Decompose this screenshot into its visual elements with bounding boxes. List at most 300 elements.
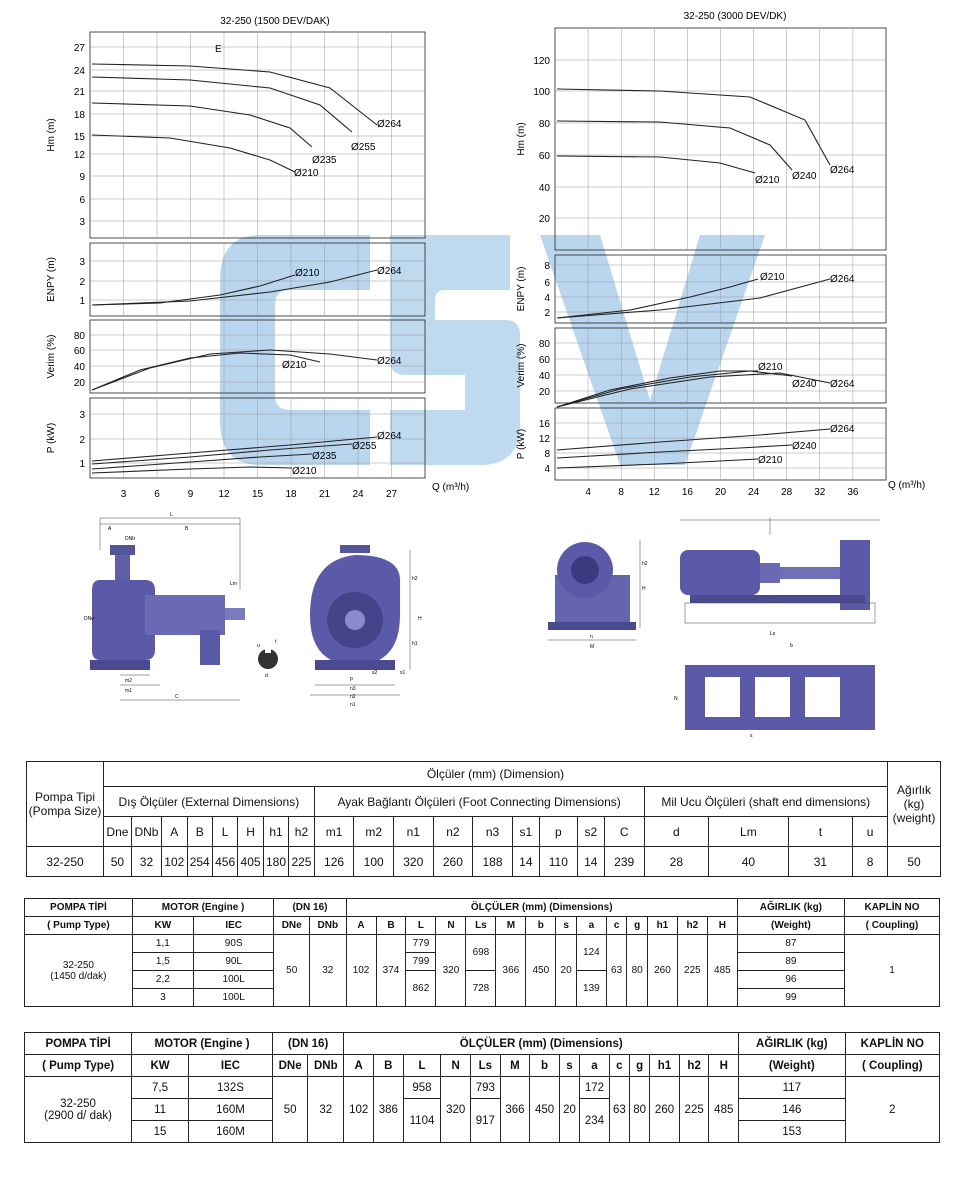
axis-label: P (kW) xyxy=(46,422,57,454)
x-tick-label: 20 xyxy=(714,487,727,498)
performance-curve xyxy=(92,350,377,390)
dnb-cell: 32 xyxy=(310,935,347,1007)
b-cell: 450 xyxy=(526,935,556,1007)
coupling-header: KAPLİN NO xyxy=(844,899,939,917)
curve-label: Ø240 xyxy=(792,441,817,452)
curve-label: Ø235 xyxy=(312,451,337,462)
curve-label: Ø210 xyxy=(758,362,783,373)
s-cell: 20 xyxy=(559,1077,579,1143)
col-s2: s2 xyxy=(577,817,604,847)
x-tick-label: 27 xyxy=(385,489,398,500)
pump-type-cell xyxy=(25,1077,132,1143)
svg-text:s2: s2 xyxy=(372,670,378,676)
dnb-cell: 32 xyxy=(308,1077,344,1143)
x-tick-label: 9 xyxy=(187,489,194,500)
y-tick-label: 16 xyxy=(538,419,550,430)
y-tick-label: 21 xyxy=(73,87,85,98)
axis-label: ENPY (m) xyxy=(516,266,527,312)
n-cell: 320 xyxy=(436,935,466,1007)
pump-type-value: 32-250 xyxy=(62,959,94,971)
curve-label: Ø210 xyxy=(294,168,319,179)
y-tick-label: 15 xyxy=(73,132,85,143)
col-b: b xyxy=(526,917,556,935)
cell: 126 xyxy=(314,847,354,877)
svg-text:m2: m2 xyxy=(125,678,132,684)
col-dnb: DNb xyxy=(131,817,161,847)
x-tick-label: 4 xyxy=(585,487,591,498)
svg-text:Ls: Ls xyxy=(770,631,776,637)
kw-cell: 1,5 xyxy=(132,953,193,971)
svg-text:N: N xyxy=(674,696,678,702)
performance-curve xyxy=(92,135,295,172)
motor-table-2900 xyxy=(24,1032,940,1143)
pump-side-view-drawing xyxy=(80,510,290,710)
cell: 32 xyxy=(131,847,161,877)
col-h: H xyxy=(238,817,263,847)
dne-cell: 50 xyxy=(272,1077,307,1143)
dimensions-table xyxy=(26,761,941,877)
svg-text:h1: h1 xyxy=(412,641,418,647)
chart-marker: E xyxy=(215,44,222,55)
pump-type-en-header: ( Pump Type) xyxy=(25,917,133,935)
svg-text:s1: s1 xyxy=(400,670,406,676)
dimensions-header: ÖLÇÜLER (mm) (Dimensions) xyxy=(344,1033,739,1055)
weight-header xyxy=(888,762,941,847)
y-tick-label: 12 xyxy=(73,150,85,161)
cell: 110 xyxy=(539,847,577,877)
col-a: a xyxy=(580,1055,610,1077)
x-tick-label: 15 xyxy=(251,489,264,500)
svg-text:DNe: DNe xyxy=(84,616,95,622)
col-a: A xyxy=(344,1055,374,1077)
y-tick-label: 120 xyxy=(533,56,550,67)
cell: 50 xyxy=(888,847,941,877)
curve-label: Ø210 xyxy=(282,360,307,371)
coupling-cell: 1 xyxy=(844,935,939,1007)
axis-label: ENPY (m) xyxy=(46,257,57,302)
h2-cell: 225 xyxy=(679,1077,709,1143)
cell: 28 xyxy=(644,847,709,877)
col-ls: Ls xyxy=(471,1055,501,1077)
svg-text:n: n xyxy=(590,634,593,640)
performance-chart-3000 xyxy=(510,5,950,500)
svg-text:h2: h2 xyxy=(642,561,648,567)
kw-cell: 11 xyxy=(132,1099,189,1121)
col-ls: Ls xyxy=(466,917,496,935)
curve-label: Ø235 xyxy=(312,155,337,166)
svg-text:L: L xyxy=(170,512,173,518)
axis-label: Verim (%) xyxy=(46,334,57,379)
y-tick-label: 3 xyxy=(79,217,85,228)
ls-cell: 728 xyxy=(466,971,496,1007)
coupling-en-header: ( Coupling) xyxy=(844,917,939,935)
col-s1: s1 xyxy=(512,817,539,847)
y-tick-label: 60 xyxy=(73,346,85,357)
col-h2: h2 xyxy=(289,817,315,847)
col-u: u xyxy=(853,817,888,847)
performance-chart-1500 xyxy=(40,10,480,500)
l-cell: 958 xyxy=(403,1077,441,1099)
col-b: B xyxy=(376,917,406,935)
svg-text:h2: h2 xyxy=(412,576,418,582)
weight-en-label: (weight) xyxy=(892,811,936,825)
axis-label: Hm (m) xyxy=(46,118,57,152)
y-tick-label: 1 xyxy=(79,459,85,470)
curve-label: Ø210 xyxy=(755,175,780,186)
a-cell: 124 xyxy=(576,935,606,971)
y-tick-label: 18 xyxy=(73,110,85,121)
cell: 40 xyxy=(709,847,789,877)
y-tick-label: 6 xyxy=(79,195,85,206)
col-n: N xyxy=(441,1055,471,1077)
curve-label: Ø210 xyxy=(292,466,317,477)
kw-cell: 1,1 xyxy=(132,935,193,953)
weight-cell: 89 xyxy=(737,953,844,971)
performance-curve xyxy=(92,353,320,390)
weight-en-header: (Weight) xyxy=(739,1055,845,1077)
col-h1: h1 xyxy=(647,917,677,935)
svg-text:H: H xyxy=(418,616,422,622)
col-s: s xyxy=(559,1055,579,1077)
y-tick-label: 80 xyxy=(538,119,550,130)
col-b: B xyxy=(187,817,212,847)
col-l: L xyxy=(406,917,436,935)
c-cell: 63 xyxy=(606,935,627,1007)
m-cell: 366 xyxy=(500,1077,530,1143)
weight-en-header: (Weight) xyxy=(737,917,844,935)
col-kw: KW xyxy=(132,1055,189,1077)
iec-cell: 160M xyxy=(188,1099,272,1121)
cell: 100 xyxy=(354,847,394,877)
l-cell: 799 xyxy=(406,953,436,971)
g-cell: 80 xyxy=(627,935,648,1007)
s-cell: 20 xyxy=(556,935,577,1007)
iec-cell: 100L xyxy=(193,989,273,1007)
svg-text:s: s xyxy=(750,733,753,739)
coupling-en-header: ( Coupling) xyxy=(845,1055,939,1077)
curve-label: Ø210 xyxy=(760,272,785,283)
a-cell: 102 xyxy=(344,1077,374,1143)
shaft-end-drawing xyxy=(255,635,285,680)
motor-table-1450 xyxy=(24,898,940,1007)
col-c: c xyxy=(606,917,627,935)
b-cell: 374 xyxy=(376,935,406,1007)
y-tick-label: 80 xyxy=(73,331,85,342)
y-tick-label: 20 xyxy=(73,378,85,389)
col-g: g xyxy=(627,917,648,935)
col-m: M xyxy=(500,1055,530,1077)
m-cell: 366 xyxy=(496,935,526,1007)
svg-text:n3: n3 xyxy=(350,686,356,692)
x-tick-label: 18 xyxy=(285,489,297,500)
col-b: b xyxy=(530,1055,560,1077)
axis-label: Hm (m) xyxy=(516,122,527,156)
y-tick-label: 8 xyxy=(544,261,550,272)
kw-cell: 3 xyxy=(132,989,193,1007)
kw-cell: 2,2 xyxy=(132,971,193,989)
col-kw: KW xyxy=(132,917,193,935)
col-h1: h1 xyxy=(263,817,288,847)
shaft-end-dimensions-header: Mil Ucu Ölçüleri (shaft end dimensions) xyxy=(644,787,887,817)
col-p: p xyxy=(539,817,577,847)
curve-label: Ø240 xyxy=(792,171,817,182)
coupling-cell: 2 xyxy=(845,1077,939,1143)
performance-curve xyxy=(557,156,755,173)
y-tick-label: 1 xyxy=(79,296,85,307)
col-m2: m2 xyxy=(354,817,394,847)
col-s: s xyxy=(556,917,577,935)
pump-speed-value: (2900 d/ dak) xyxy=(44,1109,112,1122)
col-a: A xyxy=(162,817,187,847)
pump-size-label: (Pompa Size) xyxy=(28,804,102,818)
l-cell: 779 xyxy=(406,935,436,953)
cell: 225 xyxy=(289,847,315,877)
col-a: A xyxy=(346,917,376,935)
svg-text:m1: m1 xyxy=(125,688,132,694)
weight-label: Ağırlık (kg) xyxy=(896,783,931,811)
pump-set-side-plan-drawing xyxy=(670,515,890,740)
iec-cell: 90S xyxy=(193,935,273,953)
l-cell: 1104 xyxy=(403,1099,441,1143)
motor-header: MOTOR (Engine ) xyxy=(132,899,274,917)
y-tick-label: 40 xyxy=(538,183,550,194)
cell: 14 xyxy=(512,847,539,877)
motor-header: MOTOR (Engine ) xyxy=(132,1033,273,1055)
svg-text:t: t xyxy=(275,639,277,645)
cell: 320 xyxy=(393,847,433,877)
x-tick-label: 24 xyxy=(352,489,364,500)
performance-curve xyxy=(92,467,292,473)
pump-type-value: 32-250 xyxy=(60,1097,96,1110)
y-tick-label: 12 xyxy=(538,434,550,445)
iec-cell: 160M xyxy=(188,1121,272,1143)
svg-text:A: A xyxy=(108,526,112,532)
dimensions-header: Ölçüler (mm) (Dimension) xyxy=(104,762,888,787)
b-cell: 450 xyxy=(530,1077,560,1143)
col-h2: h2 xyxy=(677,917,707,935)
col-t: t xyxy=(788,817,853,847)
cell: 260 xyxy=(433,847,473,877)
cell: 180 xyxy=(263,847,288,877)
pump-type-header: POMPA TİPİ xyxy=(25,899,133,917)
col-lm: Lm xyxy=(709,817,789,847)
curve-label: Ø264 xyxy=(830,424,855,435)
cell: 31 xyxy=(788,847,853,877)
y-tick-label: 80 xyxy=(538,339,550,350)
curve-label: Ø210 xyxy=(758,455,783,466)
y-tick-label: 24 xyxy=(73,66,85,77)
x-tick-label: 24 xyxy=(748,487,760,498)
pump-type-header xyxy=(27,762,104,847)
performance-curve xyxy=(557,121,792,170)
svg-text:B: B xyxy=(185,526,189,532)
y-tick-label: 8 xyxy=(544,449,550,460)
y-tick-label: 60 xyxy=(538,151,550,162)
kw-cell: 7,5 xyxy=(132,1077,189,1099)
svg-text:d: d xyxy=(265,673,268,679)
x-tick-label: 28 xyxy=(781,487,793,498)
performance-curve xyxy=(557,89,830,165)
y-tick-label: 40 xyxy=(538,371,550,382)
curve-label: Ø255 xyxy=(351,142,376,153)
col-h: H xyxy=(707,917,737,935)
svg-text:n2: n2 xyxy=(350,694,356,700)
c-cell: 63 xyxy=(609,1077,629,1143)
col-a: a xyxy=(576,917,606,935)
performance-curve xyxy=(557,373,830,407)
y-tick-label: 2 xyxy=(544,308,550,319)
x-tick-label: 8 xyxy=(618,487,624,498)
cell: 32-250 xyxy=(27,847,104,877)
y-tick-label: 4 xyxy=(544,464,550,475)
foot-dimensions-header: Ayak Bağlantı Ölçüleri (Foot Connecting Dimensions) xyxy=(314,787,644,817)
x-tick-label: 3 xyxy=(120,489,127,500)
pump-type-header: POMPA TİPİ xyxy=(25,1033,132,1055)
svg-text:DNb: DNb xyxy=(125,536,136,542)
col-d: d xyxy=(644,817,709,847)
a-cell: 139 xyxy=(576,971,606,1007)
cell: 8 xyxy=(853,847,888,877)
performance-curve xyxy=(92,103,312,147)
dimensions-header: ÖLÇÜLER (mm) (Dimensions) xyxy=(346,899,737,917)
h-cell: 485 xyxy=(707,935,737,1007)
coupling-header: KAPLİN NO xyxy=(845,1033,939,1055)
col-g: g xyxy=(629,1055,649,1077)
h2-cell: 225 xyxy=(677,935,707,1007)
g-cell: 80 xyxy=(629,1077,649,1143)
col-m: M xyxy=(496,917,526,935)
col-h1: h1 xyxy=(650,1055,680,1077)
l-cell: 862 xyxy=(406,971,436,1007)
y-tick-label: 100 xyxy=(533,87,550,98)
svg-text:b: b xyxy=(790,643,793,649)
ls-cell: 793 xyxy=(471,1077,501,1099)
col-dnb: DNb xyxy=(308,1055,344,1077)
y-tick-label: 20 xyxy=(538,387,550,398)
cell: 14 xyxy=(577,847,604,877)
x-axis-label: Q (m³/h) xyxy=(888,480,926,491)
chart-title: 32-250 (3000 DEV/DK) xyxy=(683,11,787,22)
x-tick-label: 12 xyxy=(218,489,230,500)
col-n3: n3 xyxy=(473,817,513,847)
col-c: c xyxy=(609,1055,629,1077)
x-tick-label: 32 xyxy=(814,487,826,498)
col-n: N xyxy=(436,917,466,935)
b-cell: 386 xyxy=(373,1077,403,1143)
col-n2: n2 xyxy=(433,817,473,847)
curve-label: Ø264 xyxy=(830,274,855,285)
col-dnb: DNb xyxy=(310,917,347,935)
cell: 102 xyxy=(162,847,187,877)
col-dne: DNe xyxy=(272,1055,307,1077)
y-tick-label: 2 xyxy=(79,277,85,288)
x-axis-label: Q (m³/h) xyxy=(432,482,470,493)
svg-text:M: M xyxy=(590,644,595,650)
cell: 239 xyxy=(604,847,644,877)
col-b: B xyxy=(373,1055,403,1077)
n-cell: 320 xyxy=(441,1077,471,1143)
col-l: L xyxy=(212,817,237,847)
y-tick-label: 40 xyxy=(73,362,85,373)
curve-label: Ø255 xyxy=(352,441,377,452)
a-cell: 102 xyxy=(346,935,376,1007)
x-tick-label: 21 xyxy=(318,489,331,500)
weight-cell: 153 xyxy=(739,1121,845,1143)
weight-header: AĞIRLIK (kg) xyxy=(739,1033,845,1055)
y-tick-label: 9 xyxy=(79,172,85,183)
weight-cell: 87 xyxy=(737,935,844,953)
performance-curve xyxy=(557,371,792,407)
weight-cell: 99 xyxy=(737,989,844,1007)
col-h2: h2 xyxy=(679,1055,709,1077)
dne-cell: 50 xyxy=(274,935,310,1007)
curve-label: Ø264 xyxy=(377,356,402,367)
x-tick-label: 12 xyxy=(648,487,660,498)
axis-label: Verim (%) xyxy=(516,343,527,388)
col-n1: n1 xyxy=(393,817,433,847)
svg-text:p: p xyxy=(350,676,353,682)
y-tick-label: 4 xyxy=(544,293,550,304)
ls-cell: 698 xyxy=(466,935,496,971)
iec-cell: 90L xyxy=(193,953,273,971)
cell: 50 xyxy=(104,847,132,877)
svg-text:H: H xyxy=(642,586,646,592)
col-dne: DNe xyxy=(274,917,310,935)
external-dimensions-header: Dış Ölçüler (External Dimensions) xyxy=(104,787,315,817)
a-cell: 234 xyxy=(580,1099,610,1143)
cell: 254 xyxy=(187,847,212,877)
curve-label: Ø240 xyxy=(792,379,817,390)
cell: 405 xyxy=(238,847,263,877)
curve-label: Ø264 xyxy=(377,431,402,442)
iec-cell: 132S xyxy=(188,1077,272,1099)
iec-cell: 100L xyxy=(193,971,273,989)
col-l: L xyxy=(403,1055,441,1077)
x-tick-label: 16 xyxy=(681,487,693,498)
curve-label: Ø210 xyxy=(295,268,320,279)
curve-label: Ø264 xyxy=(377,266,402,277)
col-iec: IEC xyxy=(193,917,273,935)
col-c: C xyxy=(604,817,644,847)
axis-label: P (kW) xyxy=(516,428,527,460)
cell: 188 xyxy=(473,847,513,877)
chart-title: 32-250 (1500 DEV/DAK) xyxy=(220,16,330,27)
pump-type-cell xyxy=(25,935,133,1007)
performance-curve xyxy=(92,64,377,125)
pump-type-label: Pompa Tipi xyxy=(34,790,96,804)
pump-speed-value: (1450 d/dak) xyxy=(50,970,107,982)
h-cell: 485 xyxy=(709,1077,739,1143)
y-tick-label: 3 xyxy=(79,410,85,421)
svg-text:Lm: Lm xyxy=(230,581,237,587)
performance-curve xyxy=(557,459,758,468)
ls-cell: 917 xyxy=(471,1099,501,1143)
y-tick-label: 20 xyxy=(538,214,550,225)
dn-header: (DN 16) xyxy=(274,899,346,917)
col-iec: IEC xyxy=(188,1055,272,1077)
pump-set-front-view-drawing xyxy=(540,530,650,655)
performance-curve xyxy=(557,429,830,450)
curve-label: Ø264 xyxy=(830,165,855,176)
h1-cell: 260 xyxy=(647,935,677,1007)
a-cell: 172 xyxy=(580,1077,610,1099)
weight-cell: 117 xyxy=(739,1077,845,1099)
weight-header: AĞIRLIK (kg) xyxy=(737,899,844,917)
x-tick-label: 6 xyxy=(154,489,160,500)
col-m1: m1 xyxy=(314,817,354,847)
curve-label: Ø264 xyxy=(830,379,855,390)
pump-front-view-drawing xyxy=(300,540,440,710)
